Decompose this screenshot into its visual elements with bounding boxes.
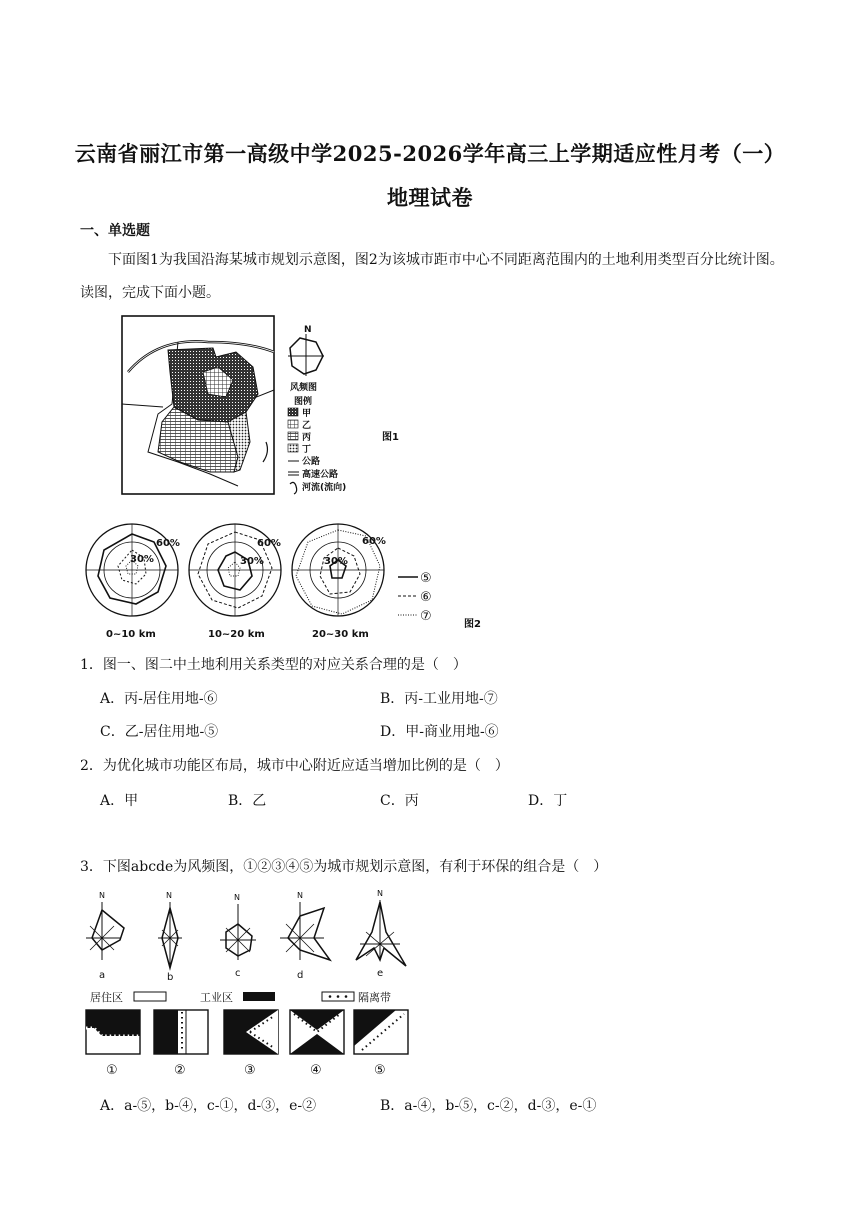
wind-rose-d — [280, 891, 330, 981]
plan-1-label: ① — [106, 1063, 118, 1078]
figure1-legend-title: 图例 — [294, 397, 313, 407]
question-3-option-b[interactable]: B．a-④，b-⑤，c-②，d-③，e-① — [380, 1098, 597, 1114]
question-2-option-d[interactable]: D．丁 — [528, 793, 568, 809]
legend-residential: 居住区 — [90, 991, 123, 1004]
section-heading: 一、单选题 — [80, 223, 150, 239]
figure2-c3-range: 20~30 km — [312, 629, 369, 640]
wind-rose-a-label: a — [99, 970, 106, 981]
figure1-caption: 图1 — [382, 432, 399, 443]
plan-5-label: ⑤ — [374, 1063, 386, 1078]
figure2-c1-outer: 60% — [156, 538, 180, 549]
plan-1 — [86, 1010, 140, 1078]
figure2-legend-7: ⑦ — [420, 609, 432, 624]
wind-rose-c — [220, 893, 256, 979]
figure1-wind-rose-label: 风频图 — [290, 383, 318, 393]
question-2-option-c[interactable]: C．丙 — [380, 793, 419, 809]
svg-text:N: N — [166, 891, 172, 900]
figure2-c3-outer: 60% — [362, 536, 386, 547]
figure1-legend-river: 河流(流向) — [302, 483, 347, 493]
intro-paragraph: 下面图1为我国沿海某城市规划示意图，图2为该城市距市中心不同距离范围内的土地利用类型百分比统计图。读图，完成下面小题。 — [80, 252, 784, 301]
figure2-circle-1 — [86, 524, 180, 640]
question-2-option-b[interactable]: B．乙 — [228, 793, 267, 809]
question-2-option-a[interactable]: A．甲 — [100, 793, 139, 809]
wind-rose-e-label: e — [377, 968, 384, 979]
figure1-legend-bing: 丙 — [302, 433, 312, 443]
figure2-c2-inner: 30% — [240, 556, 264, 567]
plan-5 — [354, 1010, 408, 1078]
legend-industrial: 工业区 — [200, 991, 233, 1004]
figure1-legend-road: 公路 — [302, 457, 321, 467]
wind-rose-d-label: d — [297, 970, 304, 981]
figure2-c3-inner: 30% — [324, 556, 348, 567]
figure2-caption: 图2 — [464, 619, 481, 630]
figure2-legend-6: ⑥ — [420, 590, 432, 605]
figure1-north-label: N — [304, 325, 312, 335]
figure2-circle-2 — [189, 524, 281, 640]
question-2-stem: 2．为优化城市功能区布局，城市中心附近应适当增加比例的是（ ） — [80, 758, 509, 774]
svg-text:N: N — [234, 893, 240, 902]
figure3-wind-roses-plans — [80, 888, 420, 1080]
figure1-legend-jia: 甲 — [302, 409, 312, 419]
plan-4 — [290, 1010, 344, 1078]
wind-rose-e — [356, 889, 406, 979]
figure2-c1-inner: 30% — [130, 554, 154, 565]
figure1-city-map — [118, 312, 408, 507]
exam-subtitle: 地理试卷 — [387, 185, 473, 210]
question-3-stem: 3．下图abcde为风频图，①②③④⑤为城市规划示意图，有利于环保的组合是（ ） — [80, 859, 608, 875]
figure2-c2-range: 10~20 km — [208, 629, 265, 640]
wind-rose-b — [158, 891, 182, 983]
figure2-legend-5: ⑤ — [420, 571, 432, 586]
question-1-option-d[interactable]: D．甲-商业用地-⑥ — [380, 724, 499, 740]
figure1-legend-ding: 丁 — [302, 445, 312, 455]
figure2-circle-3 — [292, 524, 386, 640]
plan-2 — [154, 1010, 208, 1078]
wind-rose-c-label: c — [235, 968, 241, 979]
plan-4-label: ④ — [310, 1063, 322, 1078]
svg-text:N: N — [377, 889, 383, 898]
legend-buffer: 隔离带 — [358, 991, 391, 1004]
question-1-stem: 1．图一、图二中土地利用关系类型的对应关系合理的是（ ） — [80, 657, 467, 673]
figure2-c1-range: 0~10 km — [106, 629, 156, 640]
exam-title: 云南省丽江市第一高级中学2025-2026学年高三上学期适应性月考（一） — [74, 141, 786, 166]
wind-rose-b-label: b — [167, 972, 174, 983]
figure2-c2-outer: 60% — [257, 538, 281, 549]
figure1-legend-yi: 乙 — [302, 421, 312, 431]
svg-text:N: N — [297, 891, 303, 900]
figure2-land-use-chart — [80, 520, 500, 642]
question-1-option-c[interactable]: C．乙-居住用地-⑤ — [100, 724, 219, 740]
question-1-option-b[interactable]: B．丙-工业用地-⑦ — [380, 691, 498, 707]
question-3-option-a[interactable]: A．a-⑤，b-④，c-①，d-③，e-② — [100, 1098, 317, 1114]
plan-3 — [224, 1010, 278, 1078]
wind-rose-a — [86, 891, 124, 981]
plan-3-label: ③ — [244, 1063, 256, 1078]
svg-text:N: N — [99, 891, 105, 900]
plan-2-label: ② — [174, 1063, 186, 1078]
question-1-option-a[interactable]: A．丙-居住用地-⑥ — [100, 691, 218, 707]
figure1-legend-expressway: 高速公路 — [302, 470, 339, 480]
